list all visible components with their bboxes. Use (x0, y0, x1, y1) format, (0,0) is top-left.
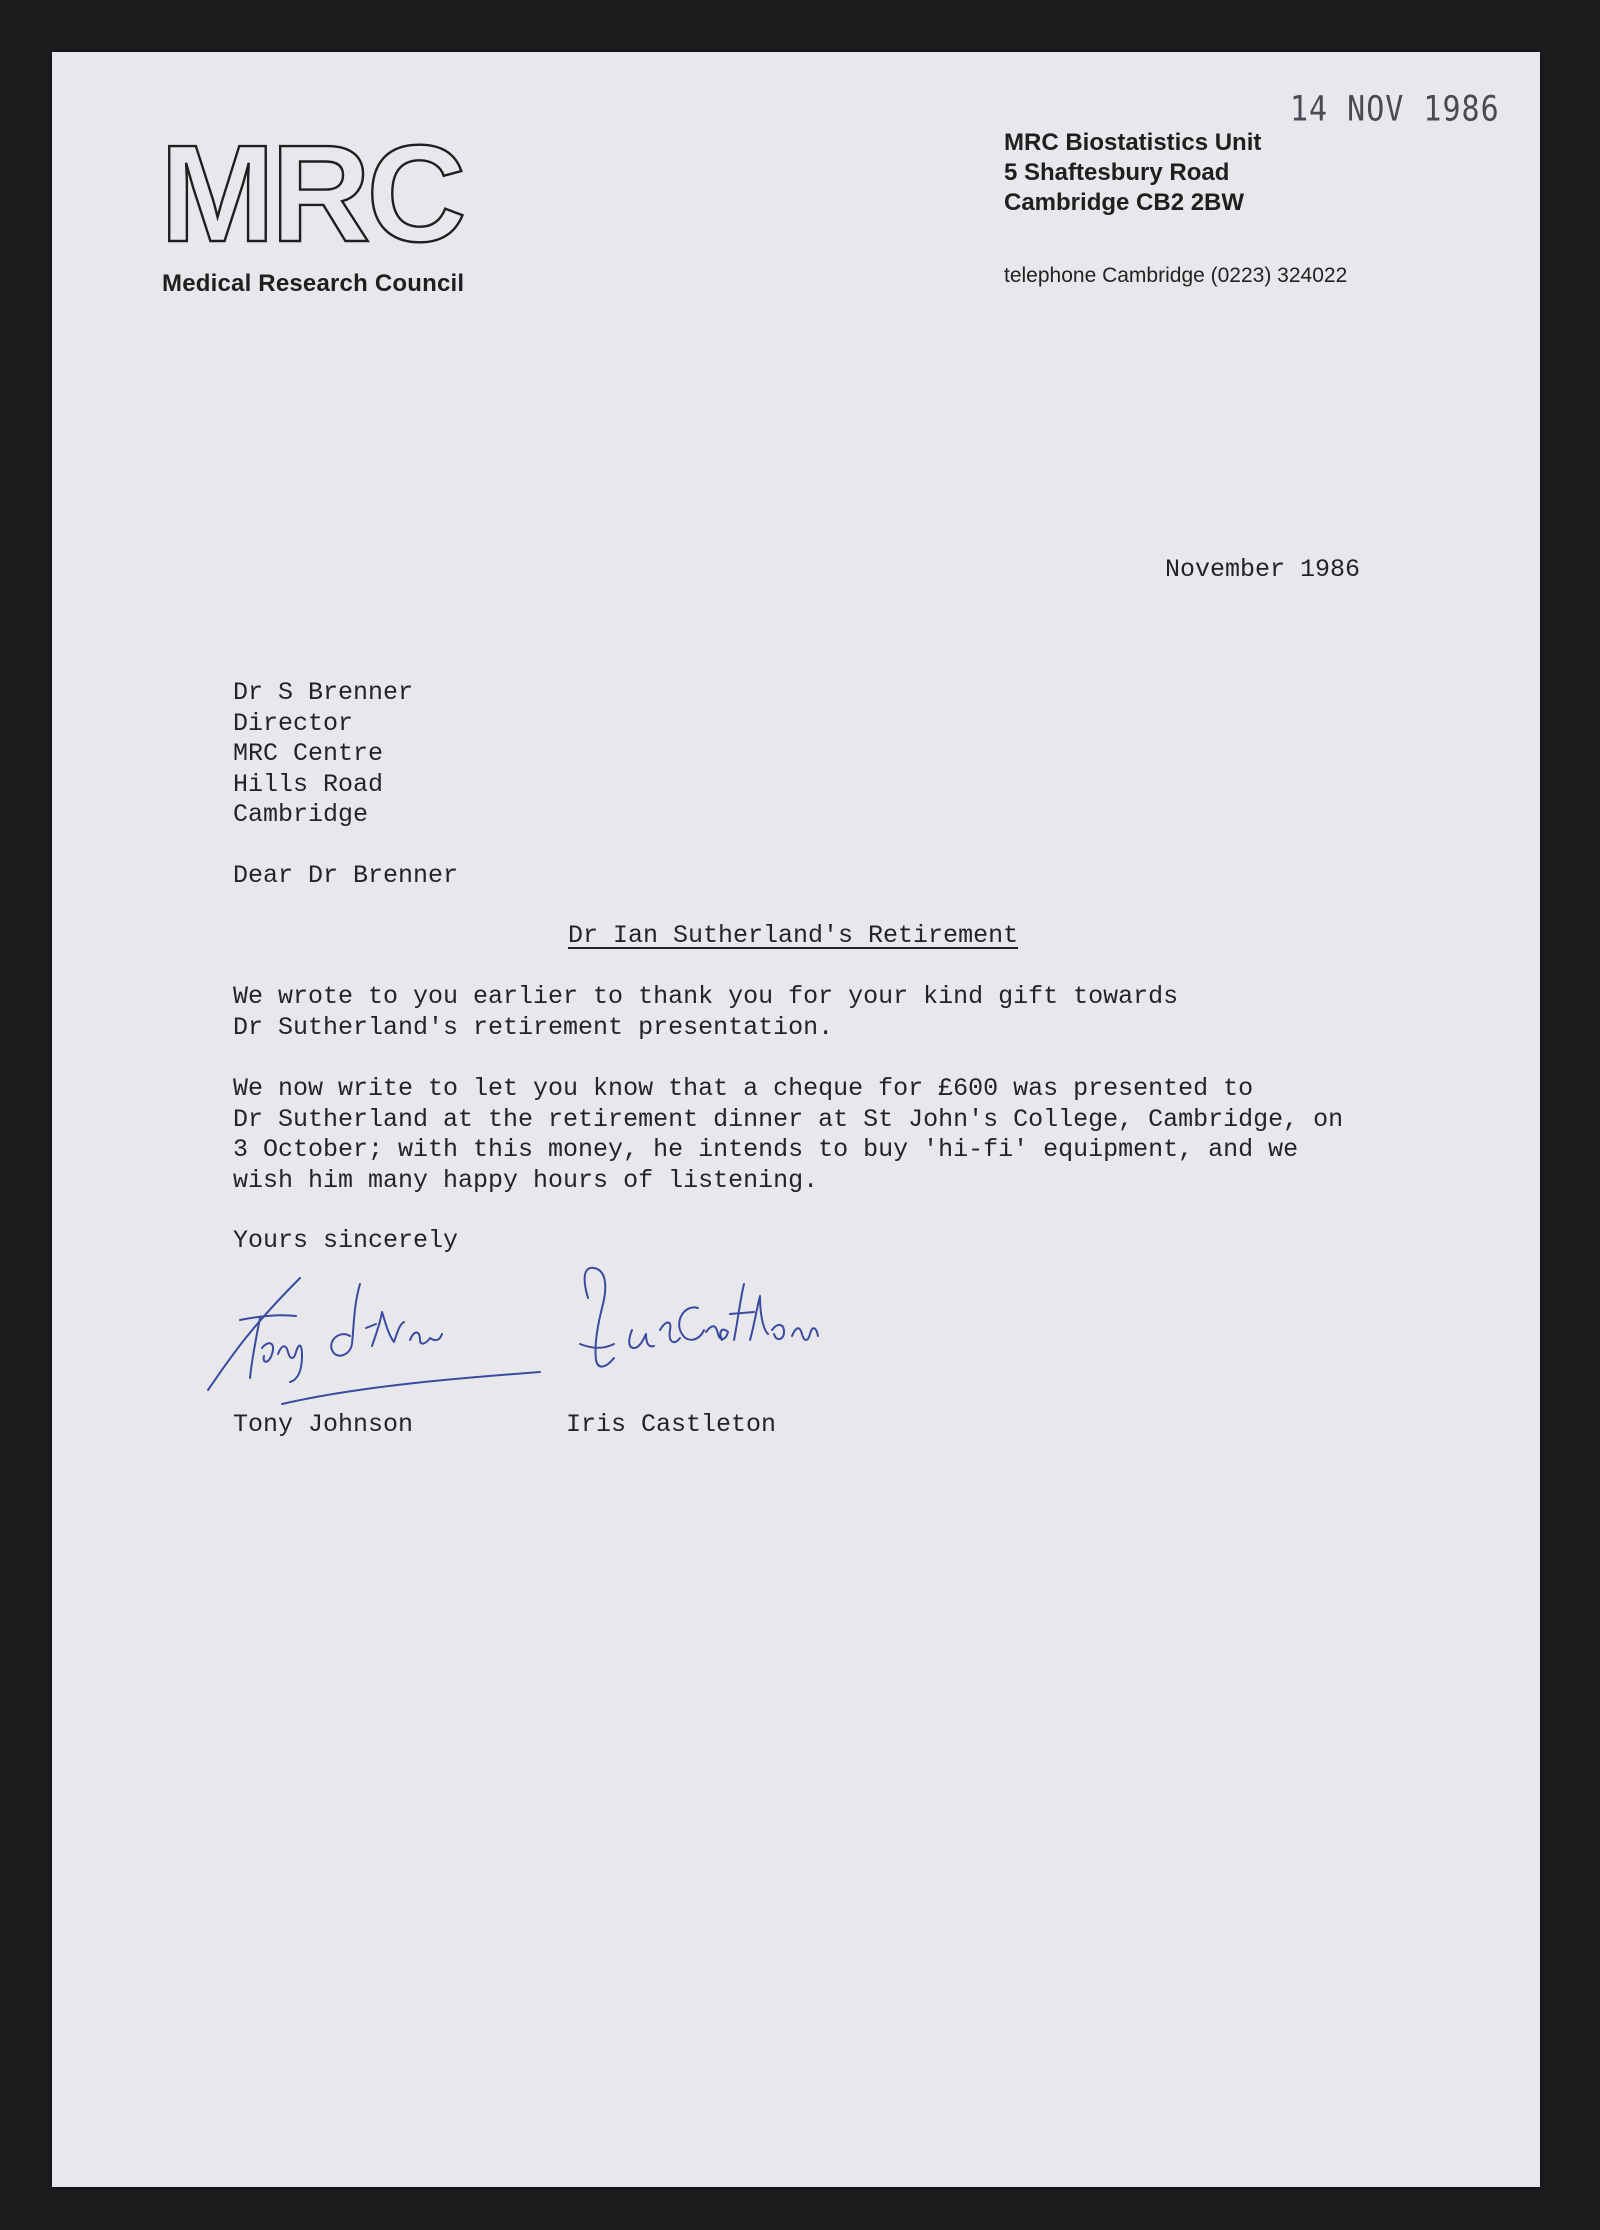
sender-address (1004, 128, 1261, 218)
paragraph-line: 3 October; with this money, he intends to buy 'hi-fi' equipment, and we (233, 1135, 1299, 1164)
paragraph-line: Dr Sutherland's retirement presentation. (233, 1012, 834, 1042)
paragraph-line: wish him many happy hours of listening. (233, 1165, 819, 1195)
telephone: telephone Cambridge (0223) 324022 (1004, 264, 1348, 287)
signatory-name: Iris Castleton (566, 1410, 777, 1439)
organisation-name: Medical Research Council (162, 270, 465, 297)
closing: Yours sincerely (233, 1226, 459, 1255)
mrc-logo (160, 133, 480, 253)
handwritten-signatures (200, 1258, 900, 1418)
svg-text:MRC: MRC (160, 133, 463, 253)
paragraph-line: We wrote to you earlier to thank you for your kind gift towards (233, 982, 1179, 1011)
recipient-line: Director (233, 708, 354, 738)
letter-date: November 1986 (1165, 555, 1361, 584)
paragraph-1 (233, 982, 1178, 1043)
address-line: Cambridge CB2 2BW (1004, 189, 1245, 216)
signatory-name: Tony Johnson (233, 1410, 414, 1439)
paragraph-line: Dr Sutherland at the retirement dinner at St John's College, Cambridge, on (233, 1104, 1344, 1134)
address-line: MRC Biostatistics Unit (1004, 129, 1262, 156)
recipient-line: Dr S Brenner (233, 678, 414, 707)
received-date-stamp: 14 NOV 1986 (1290, 89, 1500, 130)
recipient-line: Cambridge (233, 800, 369, 829)
paragraph-2 (233, 1074, 1343, 1196)
salutation: Dear Dr Brenner (233, 861, 459, 890)
recipient-line: Hills Road (233, 769, 384, 799)
subject-heading: Dr Ian Sutherland's Retirement (568, 921, 1019, 950)
address-line: 5 Shaftesbury Road (1004, 159, 1230, 186)
recipient-address (233, 678, 413, 831)
recipient-line: MRC Centre (233, 739, 384, 768)
paragraph-line: We now write to let you know that a cheque for £600 was presented to (233, 1074, 1254, 1103)
